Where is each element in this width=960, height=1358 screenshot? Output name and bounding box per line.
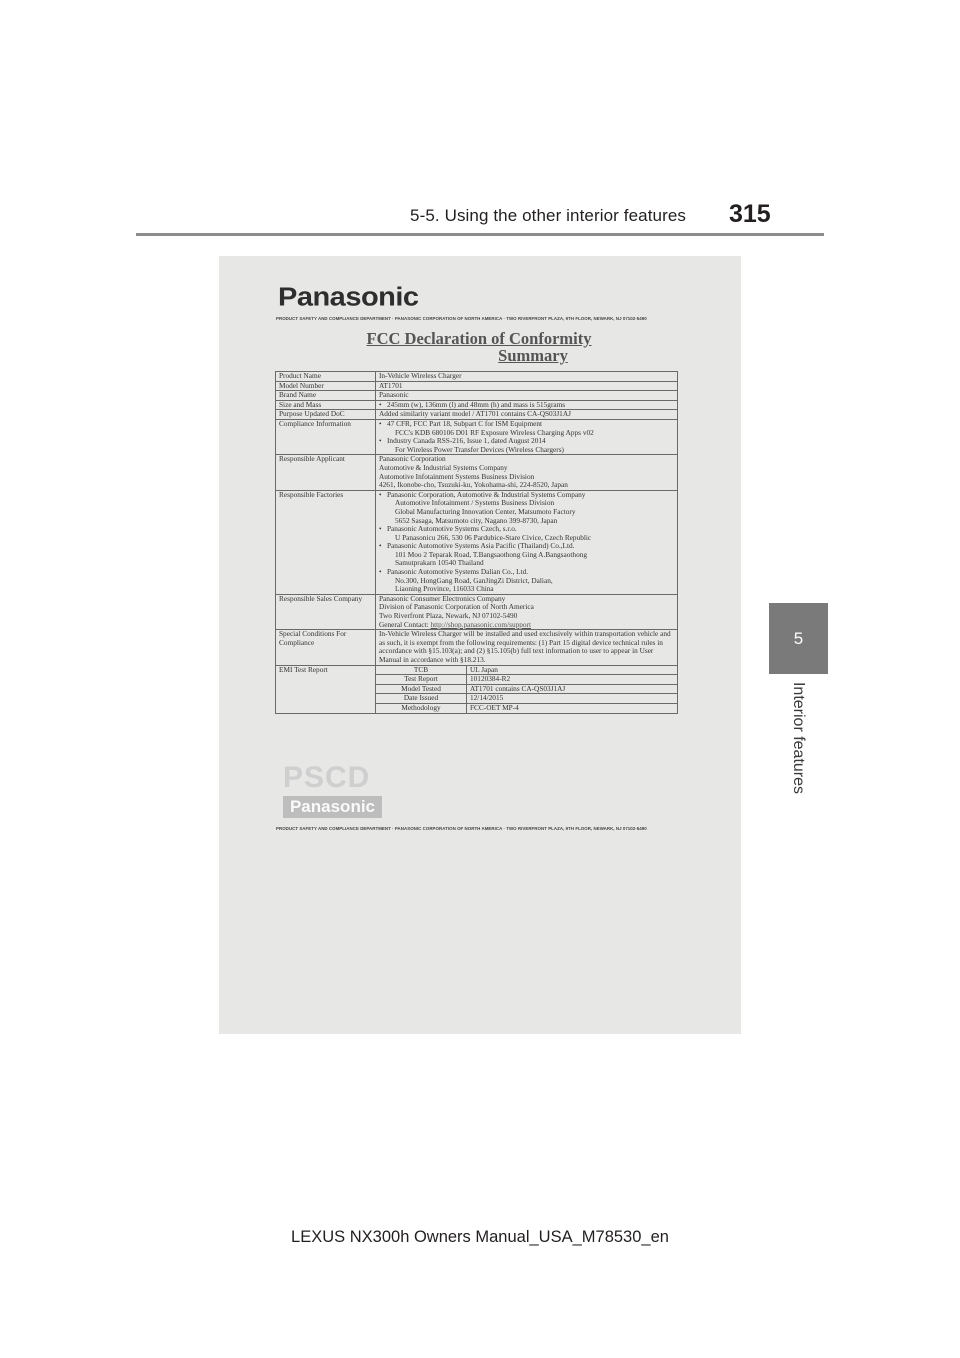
bullet-sub: 101 Moo 2 Teparak Road, T.Bangsaothong Ging A.Bangsaothong: [395, 549, 588, 559]
emi-table: [376, 666, 677, 713]
page-number: 315: [729, 200, 771, 228]
table-row: [276, 490, 678, 594]
address-line: Automotive Infotainment Systems Business Division: [379, 471, 535, 481]
row-label: Special Conditions For Compliance: [276, 630, 376, 665]
row-label: Product Name: [276, 372, 376, 382]
row-label: EMI Test Report: [276, 665, 376, 713]
table-row: [376, 675, 677, 685]
row-value: In-Vehicle Wireless Charger: [376, 372, 678, 382]
section-title: 5-5. Using the other interior features: [410, 206, 686, 225]
pscd-watermark: PSCD: [283, 761, 371, 794]
emi-value: 10120384-R2: [467, 675, 678, 685]
bullet-item: • 47 CFR, FCC Part 18, Subpart C for ISM Equipment: [379, 420, 674, 429]
bullet-sub: Global Manufacturing Innovation Center, Matsumoto Factory: [395, 506, 576, 516]
dept-line-bottom: PRODUCT SAFETY AND COMPLIANCE DEPARTMENT · PANASONIC CORPORATION OF NORTH AMERICA · TWO RIVERFRONT PLAZA, 9TH FLOOR, NEWARK, NJ 07102-5490: [276, 826, 647, 831]
emi-key: Date Issued: [376, 694, 467, 704]
panasonic-watermark: Panasonic: [283, 796, 382, 818]
bullet-sub: 5652 Sasaga, Matsumoto city, Nagano 399-8730, Japan: [395, 515, 558, 525]
row-value: [376, 419, 678, 454]
header-rule: [136, 233, 824, 236]
address-line: Division of Panasonic Corporation of North America: [379, 602, 534, 612]
row-value: AT1701: [376, 381, 678, 391]
emi-details: [376, 665, 678, 713]
emi-key: Test Report: [376, 675, 467, 685]
emi-value: FCC-OET MP-4: [470, 702, 519, 712]
emi-key: Model Tested: [376, 684, 467, 694]
bullet-sub: Automotive Infotainment / Systems Business Division: [395, 498, 555, 508]
row-value: [376, 400, 678, 410]
row-label: Model Number: [276, 381, 376, 391]
table-row: [276, 372, 678, 382]
row-label: Brand Name: [276, 391, 376, 401]
bullet-sub: Samutprakarn 10540 Thailand: [395, 558, 484, 568]
table-row: [276, 419, 678, 454]
row-label: Compliance Information: [276, 419, 376, 454]
fcc-summary-table: [275, 371, 678, 714]
table-row: [276, 381, 678, 391]
table-row: [276, 594, 678, 629]
bullet-item: • Panasonic Automotive Systems Asia Pacific (Thailand) Co.,Ltd.: [379, 542, 674, 551]
emi-value: 12/14/2015: [467, 694, 678, 704]
bullet-item: • Panasonic Automotive Systems Czech, s.r.o.: [379, 525, 674, 534]
address-line: Automotive & Industrial Systems Company: [379, 462, 508, 472]
table-row: [276, 455, 678, 490]
row-value: [376, 490, 678, 594]
row-value: [376, 594, 678, 629]
contact-line: [379, 621, 674, 630]
emi-key: Methodology: [376, 703, 467, 712]
manual-footer: LEXUS NX300h Owners Manual_USA_M78530_en: [291, 1228, 669, 1246]
row-value: Added similarity variant model / AT1701 contains CA-QS03J1AJ: [376, 410, 678, 420]
address-line: 4261, Ikonobe-cho, Tsuzuki-ku, Yokohama-shi, 224-8520, Japan: [379, 480, 568, 490]
chapter-tab: 5: [769, 603, 828, 674]
row-label: Responsible Sales Company: [276, 594, 376, 629]
row-value: [376, 455, 678, 490]
bullet-item: • Panasonic Corporation, Automotive & Industrial Systems Company: [379, 491, 674, 500]
row-value: Panasonic: [376, 391, 678, 401]
row-value: In-Vehicle Wireless Charger will be installed and used exclusively within transportation vehicle and as such, it is exempt from the following requirements: (1) Part 15 digital device technical rules in accordance with §15.103(a); and (2) §15.105(b) full text information to user to appear in User Manual in accordance with §18.213.: [376, 630, 678, 665]
address-line: Panasonic Corporation: [379, 454, 446, 464]
address-line: Panasonic Consumer Electronics Company: [379, 593, 506, 603]
emi-value: AT1701 contains CA-QS03J1AJ: [467, 684, 678, 694]
bullet-sub: Liaoning Province, 116033 China: [395, 584, 494, 594]
bullet-sub: For Wireless Power Transfer Devices (Wireless Chargers): [395, 444, 564, 454]
contact-label: General Contact:: [379, 619, 429, 629]
doc-subtitle: Summary: [498, 346, 568, 365]
dept-line-top: PRODUCT SAFETY AND COMPLIANCE DEPARTMENT · PANASONIC CORPORATION OF NORTH AMERICA · TWO RIVERFRONT PLAZA, 9TH FLOOR, NEWARK, NJ 07102-5490: [276, 316, 647, 321]
bullet-item: • 245mm (w), 136mm (l) and 48mm (h) and mass is 515grams: [379, 401, 674, 410]
table-row: [276, 665, 678, 713]
row-label: Responsible Applicant: [276, 455, 376, 490]
table-row: [276, 630, 678, 665]
support-link[interactable]: http://shop.panasonic.com/support: [430, 619, 531, 629]
bullet-item: • Industry Canada RSS-216, Issue 1, dated August 2014: [379, 437, 674, 446]
row-label: Size and Mass: [276, 400, 376, 410]
bullet-item: • Panasonic Automotive Systems Dalian Co., Ltd.: [379, 568, 674, 577]
doc-title: FCC Declaration of Conformity: [366, 329, 592, 348]
panasonic-logo: Panasonic: [278, 283, 419, 312]
table-row: [276, 391, 678, 401]
address-line: Two Riverfront Plaza, Newark, NJ 07102-5490: [379, 611, 518, 621]
row-label: Purpose Updated DoC: [276, 410, 376, 420]
table-row: [376, 703, 677, 712]
chapter-label: Interior features: [790, 681, 807, 795]
bullet-sub: No.300, HongGang Road, GanJingZi District, Dalian,: [395, 575, 553, 585]
bullet-sub: U Panasonicu 266, 530 06 Pardubice-Stare Civice, Czech Republic: [395, 532, 592, 542]
bullet-sub: FCC's KDB 680106 D01 RF Exposure Wireless Charging Apps v02: [395, 427, 594, 437]
emi-value: UL Japan: [467, 666, 678, 675]
row-label: Responsible Factories: [276, 490, 376, 594]
emi-key: TCB: [376, 666, 467, 675]
scanned-document: [219, 256, 741, 1034]
